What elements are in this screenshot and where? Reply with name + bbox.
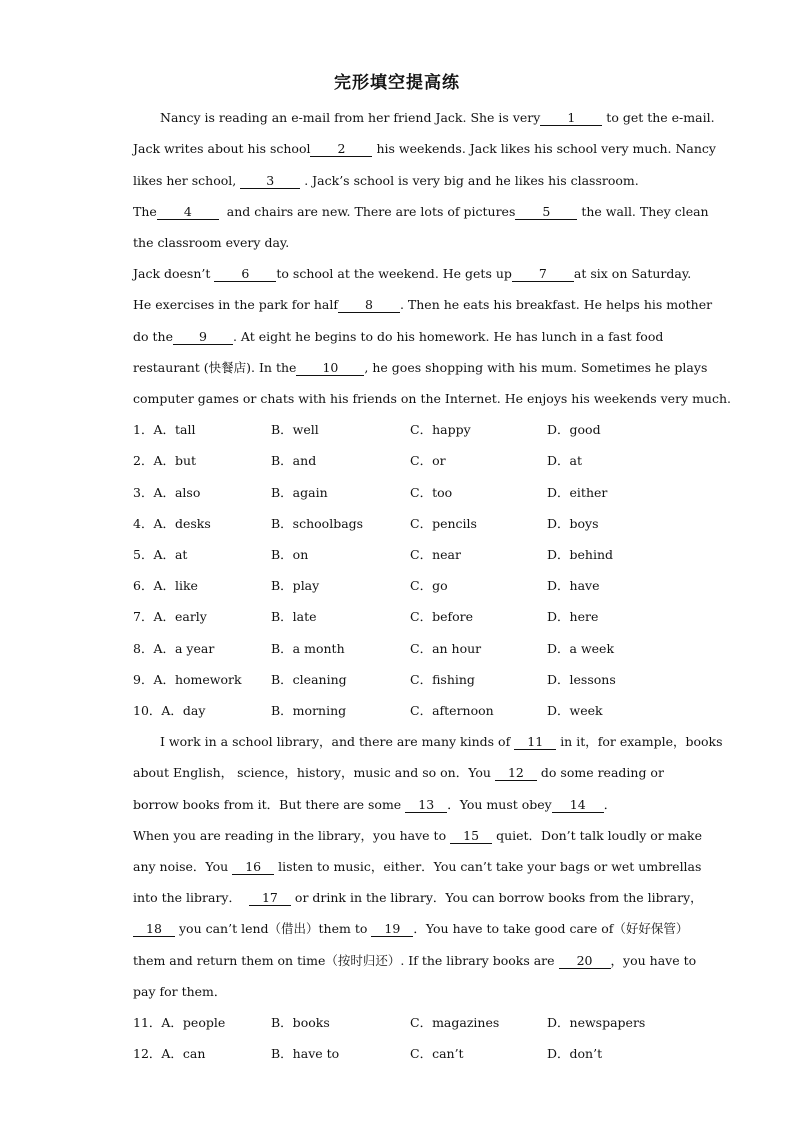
option-a[interactable]: 3．A．also bbox=[133, 485, 201, 500]
text-span: the wall. They clean bbox=[581, 204, 709, 219]
text-span: restaurant (快餐店). In the bbox=[133, 360, 297, 375]
option-a[interactable]: 5．A．at bbox=[133, 547, 188, 562]
option-d[interactable]: D．newspapers bbox=[547, 1015, 646, 1030]
text-span: Nancy is reading an e-mail from her friend Jack. She is very bbox=[160, 110, 541, 125]
text-span: . At eight he begins to do his homework. He has lunch in a fast food bbox=[232, 329, 664, 344]
option-a[interactable]: 1．A．tall bbox=[133, 422, 196, 437]
passage2-line-4 bbox=[133, 828, 702, 844]
option-d[interactable]: D．either bbox=[547, 485, 608, 500]
option-b[interactable]: B．and bbox=[271, 453, 317, 468]
option-b[interactable]: B．play bbox=[271, 578, 320, 593]
text-span: or drink in the library．You can borrow books from the library， bbox=[294, 890, 703, 905]
blank-1[interactable]: 1 bbox=[540, 111, 602, 126]
blank-5[interactable]: 5 bbox=[515, 205, 577, 220]
blank-6[interactable]: 6 bbox=[214, 267, 276, 282]
text-span: , he goes shopping with his mum. Sometimes he plays bbox=[364, 360, 708, 375]
text-span: I work in a school library，and there are many kinds of bbox=[160, 734, 511, 749]
option-d[interactable]: D．behind bbox=[547, 547, 614, 562]
option-d[interactable]: D．week bbox=[547, 703, 603, 718]
option-b[interactable]: B．cleaning bbox=[271, 672, 347, 687]
option-d[interactable]: D．good bbox=[547, 422, 601, 437]
blank-14[interactable]: 14 bbox=[552, 798, 604, 813]
question-row bbox=[133, 547, 693, 563]
text-span: any noise．You bbox=[133, 859, 229, 874]
text-span: to school at the weekend. He gets up bbox=[276, 266, 512, 281]
text-span: quiet．Don’t talk loudly or make bbox=[496, 828, 702, 843]
question-row bbox=[133, 516, 693, 532]
text-span: them and return them on time（按时归还）. If the library books are bbox=[133, 953, 555, 968]
text-span: He exercises in the park for half bbox=[133, 297, 338, 312]
text-span: at six on Saturday. bbox=[573, 266, 692, 281]
option-a[interactable]: 2．A．but bbox=[133, 453, 197, 468]
option-b[interactable]: B．on bbox=[271, 547, 309, 562]
option-c[interactable]: C．an hour bbox=[410, 641, 482, 656]
text-span: listen to music，either．You can’t take your bags or wet umbrellas bbox=[278, 859, 702, 874]
text-span: ．You have to take good care of（好好保管） bbox=[413, 921, 689, 936]
text-span: his weekends. Jack likes his school very much. Nancy bbox=[376, 141, 716, 156]
blank-10[interactable]: 10 bbox=[296, 361, 364, 376]
option-c[interactable]: C．can’t bbox=[410, 1046, 464, 1061]
option-d[interactable]: D．at bbox=[547, 453, 582, 468]
page-title: 完形填空提高练 bbox=[334, 73, 460, 93]
option-c[interactable]: C．fishing bbox=[410, 672, 475, 687]
question-row bbox=[133, 422, 693, 438]
passage2-line-5 bbox=[133, 859, 701, 875]
option-c[interactable]: C．happy bbox=[410, 422, 471, 437]
text-span: . Then he eats his breakfast. He helps his mother bbox=[399, 297, 713, 312]
blank-15[interactable]: 15 bbox=[450, 829, 492, 844]
passage1-line-1 bbox=[160, 110, 715, 126]
text-span: likes her school, bbox=[133, 173, 237, 188]
question-row bbox=[133, 672, 693, 688]
text-span: The bbox=[133, 204, 157, 219]
blank-4[interactable]: 4 bbox=[157, 205, 219, 220]
blank-7[interactable]: 7 bbox=[512, 267, 574, 282]
option-a[interactable]: 7．A．early bbox=[133, 609, 207, 624]
option-c[interactable]: C．before bbox=[410, 609, 473, 624]
option-a[interactable]: 11．A．people bbox=[133, 1015, 226, 1030]
text-span: ． bbox=[603, 797, 617, 812]
text-span: ．You must obey bbox=[447, 797, 552, 812]
text-span: Jack writes about his school bbox=[133, 141, 311, 156]
option-d[interactable]: D．boys bbox=[547, 516, 599, 531]
passage1-line-6 bbox=[133, 266, 691, 282]
option-a[interactable]: 10．A．day bbox=[133, 703, 206, 718]
blank-13[interactable]: 13 bbox=[405, 798, 447, 813]
text-span: do the bbox=[133, 329, 173, 344]
option-b[interactable]: B．schoolbags bbox=[271, 516, 364, 531]
option-d[interactable]: D．a week bbox=[547, 641, 615, 656]
question-row bbox=[133, 641, 693, 657]
option-b[interactable]: B．a month bbox=[271, 641, 345, 656]
option-c[interactable]: C．near bbox=[410, 547, 461, 562]
passage2-line-1 bbox=[160, 734, 723, 750]
blank-8[interactable]: 8 bbox=[338, 298, 400, 313]
question-row bbox=[133, 703, 693, 719]
option-b[interactable]: B．books bbox=[271, 1015, 330, 1030]
option-a[interactable]: 12．A．can bbox=[133, 1046, 206, 1061]
text-span: do some reading or bbox=[540, 765, 664, 780]
blank-18[interactable]: 18 bbox=[133, 922, 175, 937]
blank-20[interactable]: 20 bbox=[559, 954, 611, 969]
option-a[interactable]: 8．A．a year bbox=[133, 641, 215, 656]
option-d[interactable]: D．lessons bbox=[547, 672, 616, 687]
option-c[interactable]: C．afternoon bbox=[410, 703, 494, 718]
question-row bbox=[133, 485, 693, 501]
blank-16[interactable]: 16 bbox=[232, 860, 274, 875]
text-span: in it，for example，books bbox=[560, 734, 723, 749]
passage2-line-3 bbox=[133, 797, 616, 813]
option-a[interactable]: 4．A．desks bbox=[133, 516, 211, 531]
question-row bbox=[133, 609, 693, 625]
passage1-line-4 bbox=[133, 204, 709, 220]
option-a[interactable]: 9．A．homework bbox=[133, 672, 242, 687]
text-span: about English， science，history，music and so on．You bbox=[133, 765, 491, 780]
passage1-line-3 bbox=[133, 173, 639, 189]
passage1-line-5: the classroom every day. bbox=[133, 235, 290, 250]
blank-19[interactable]: 19 bbox=[371, 922, 413, 937]
text-span: borrow books from it．But there are some bbox=[133, 797, 402, 812]
passage1-line-10: computer games or chats with his friends on the Internet. He enjoys his weekends very much. bbox=[133, 391, 732, 406]
text-span: ，you have to bbox=[610, 953, 697, 968]
question-row bbox=[133, 578, 693, 594]
passage1-line-7 bbox=[133, 297, 712, 313]
passage2-line-2 bbox=[133, 765, 664, 781]
option-b[interactable]: B．well bbox=[271, 422, 319, 437]
question-row bbox=[133, 1015, 693, 1031]
blank-2[interactable]: 2 bbox=[310, 142, 372, 157]
blank-11[interactable]: 11 bbox=[514, 735, 556, 750]
text-span: . Jack’s school is very big and he likes his classroom. bbox=[304, 173, 639, 188]
option-c[interactable]: C．magazines bbox=[410, 1015, 500, 1030]
option-d[interactable]: D．here bbox=[547, 609, 599, 624]
option-c[interactable]: C．or bbox=[410, 453, 446, 468]
passage2-line-8 bbox=[133, 953, 696, 969]
text-span: and chairs are new. There are lots of pictures bbox=[226, 204, 516, 219]
passage2-line-9: pay for them． bbox=[133, 984, 227, 999]
passage2-line-6 bbox=[133, 890, 703, 906]
blank-3[interactable]: 3 bbox=[240, 174, 300, 189]
passage1-line-8 bbox=[133, 329, 663, 345]
passage1-line-2 bbox=[133, 141, 716, 157]
option-b[interactable]: B．morning bbox=[271, 703, 347, 718]
option-c[interactable]: C．pencils bbox=[410, 516, 477, 531]
question-row bbox=[133, 453, 693, 469]
blank-9[interactable]: 9 bbox=[173, 330, 233, 345]
text-span: When you are reading in the library，you have to bbox=[133, 828, 447, 843]
option-a[interactable]: 6．A．like bbox=[133, 578, 198, 593]
passage1-line-9 bbox=[133, 360, 707, 376]
text-span: to get the e-mail. bbox=[606, 110, 715, 125]
passage2-line-7 bbox=[133, 921, 688, 937]
text-span: Jack doesn’t bbox=[133, 266, 211, 281]
blank-17[interactable]: 17 bbox=[249, 891, 291, 906]
option-b[interactable]: B．late bbox=[271, 609, 317, 624]
option-d[interactable]: D．don’t bbox=[547, 1046, 603, 1061]
option-d[interactable]: D．have bbox=[547, 578, 600, 593]
option-c[interactable]: C．too bbox=[410, 485, 453, 500]
option-b[interactable]: B．have to bbox=[271, 1046, 340, 1061]
text-span: into the library． bbox=[133, 890, 241, 905]
option-c[interactable]: C．go bbox=[410, 578, 448, 593]
blank-12[interactable]: 12 bbox=[495, 766, 537, 781]
option-b[interactable]: B．again bbox=[271, 485, 328, 500]
question-row bbox=[133, 1046, 693, 1062]
text-span: you can’t lend（借出）them to bbox=[178, 921, 368, 936]
